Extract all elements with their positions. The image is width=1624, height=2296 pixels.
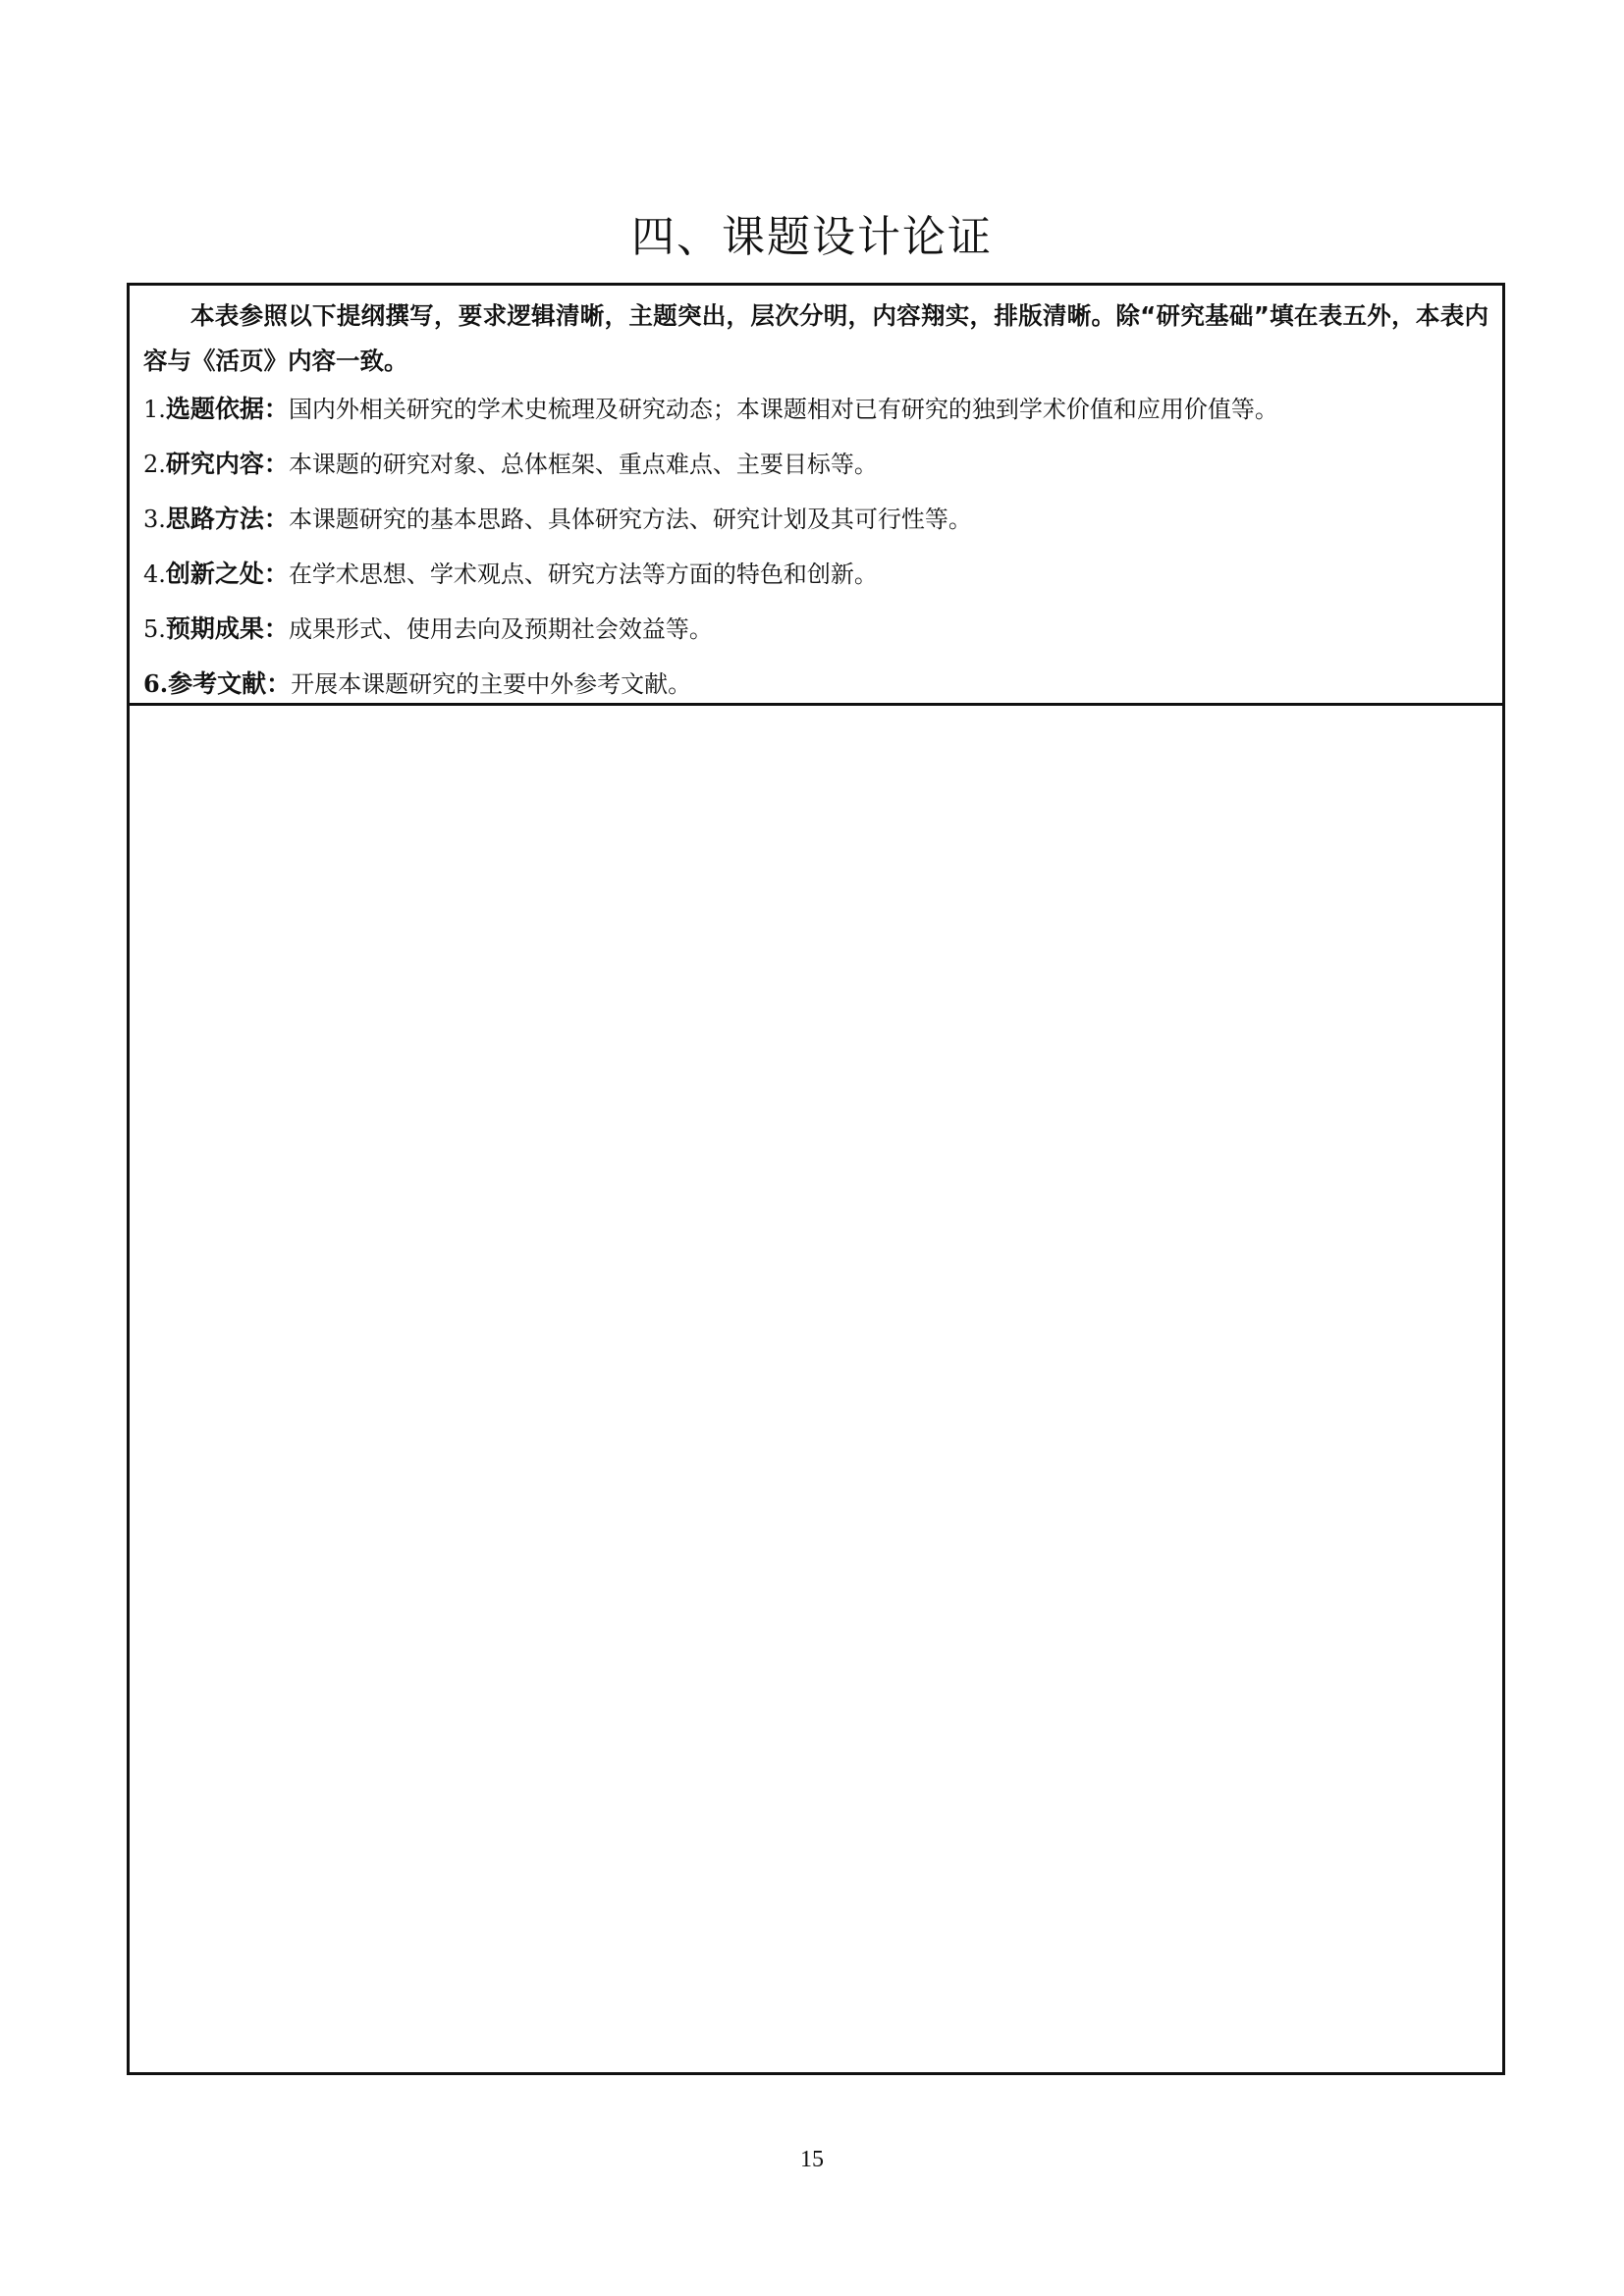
outline-item-description: 在学术思想、学术观点、研究方法等方面的特色和创新。 [288, 561, 878, 588]
outline-item-separator: ： [263, 505, 289, 533]
outline-item-label: 研究内容 [165, 450, 264, 478]
page-title: 四、课题设计论证 [631, 212, 993, 262]
outline-item-references [143, 667, 1489, 702]
outline-item-description: 成果形式、使用去向及预期社会效益等。 [288, 615, 713, 643]
outline-item-description: 开展本课题研究的主要中外参考文献。 [291, 670, 692, 698]
outline-item-description: 本课题研究的基本思路、具体研究方法、研究计划及其可行性等。 [288, 506, 972, 533]
outline-item-separator: ： [263, 450, 289, 478]
content-entry-area[interactable] [130, 706, 1502, 2072]
outline-item-number: 2. [143, 451, 166, 478]
outline-item-approach-methods [143, 502, 1489, 537]
outline-item-separator: ： [263, 614, 289, 643]
outline-item-label: 预期成果 [165, 614, 264, 643]
outline-item-label: 参考文献 [168, 669, 267, 698]
outline-item-number: 3. [143, 506, 166, 533]
outline-item-number: 5. [143, 615, 166, 643]
outline-item-number: 1. [143, 396, 166, 423]
outline-item-description: 国内外相关研究的学术史梳理及研究动态；本课题相对已有研究的独到学术价值和应用价值等。 [288, 396, 1278, 423]
design-argument-table [127, 283, 1505, 2075]
outline-item-label: 思路方法 [165, 505, 264, 533]
outline-item-innovations [143, 557, 1489, 592]
page-number: 15 [800, 2147, 824, 2172]
outline-item-separator: ： [263, 395, 289, 423]
outline-item-research-content [143, 447, 1489, 482]
instructions-cell [130, 286, 1502, 706]
outline-item-number: 6. [143, 669, 169, 698]
outline-item-label: 选题依据 [165, 395, 264, 423]
outline-item-separator: ： [263, 560, 289, 588]
outline-item-description: 本课题的研究对象、总体框架、重点难点、主要目标等。 [288, 451, 878, 478]
outline-item-expected-results [143, 612, 1489, 647]
instructions-intro: 本表参照以下提纲撰写，要求逻辑清晰，主题突出，层次分明，内容翔实，排版清晰。除“研究基础”填在表五外，本表内容与《活页》内容一致。 [143, 301, 1489, 375]
outline-item-topic-basis [143, 392, 1489, 427]
outline-item-separator: ： [266, 669, 292, 698]
outline-item-label: 创新之处 [165, 560, 264, 588]
outline-item-number: 4. [143, 561, 166, 588]
